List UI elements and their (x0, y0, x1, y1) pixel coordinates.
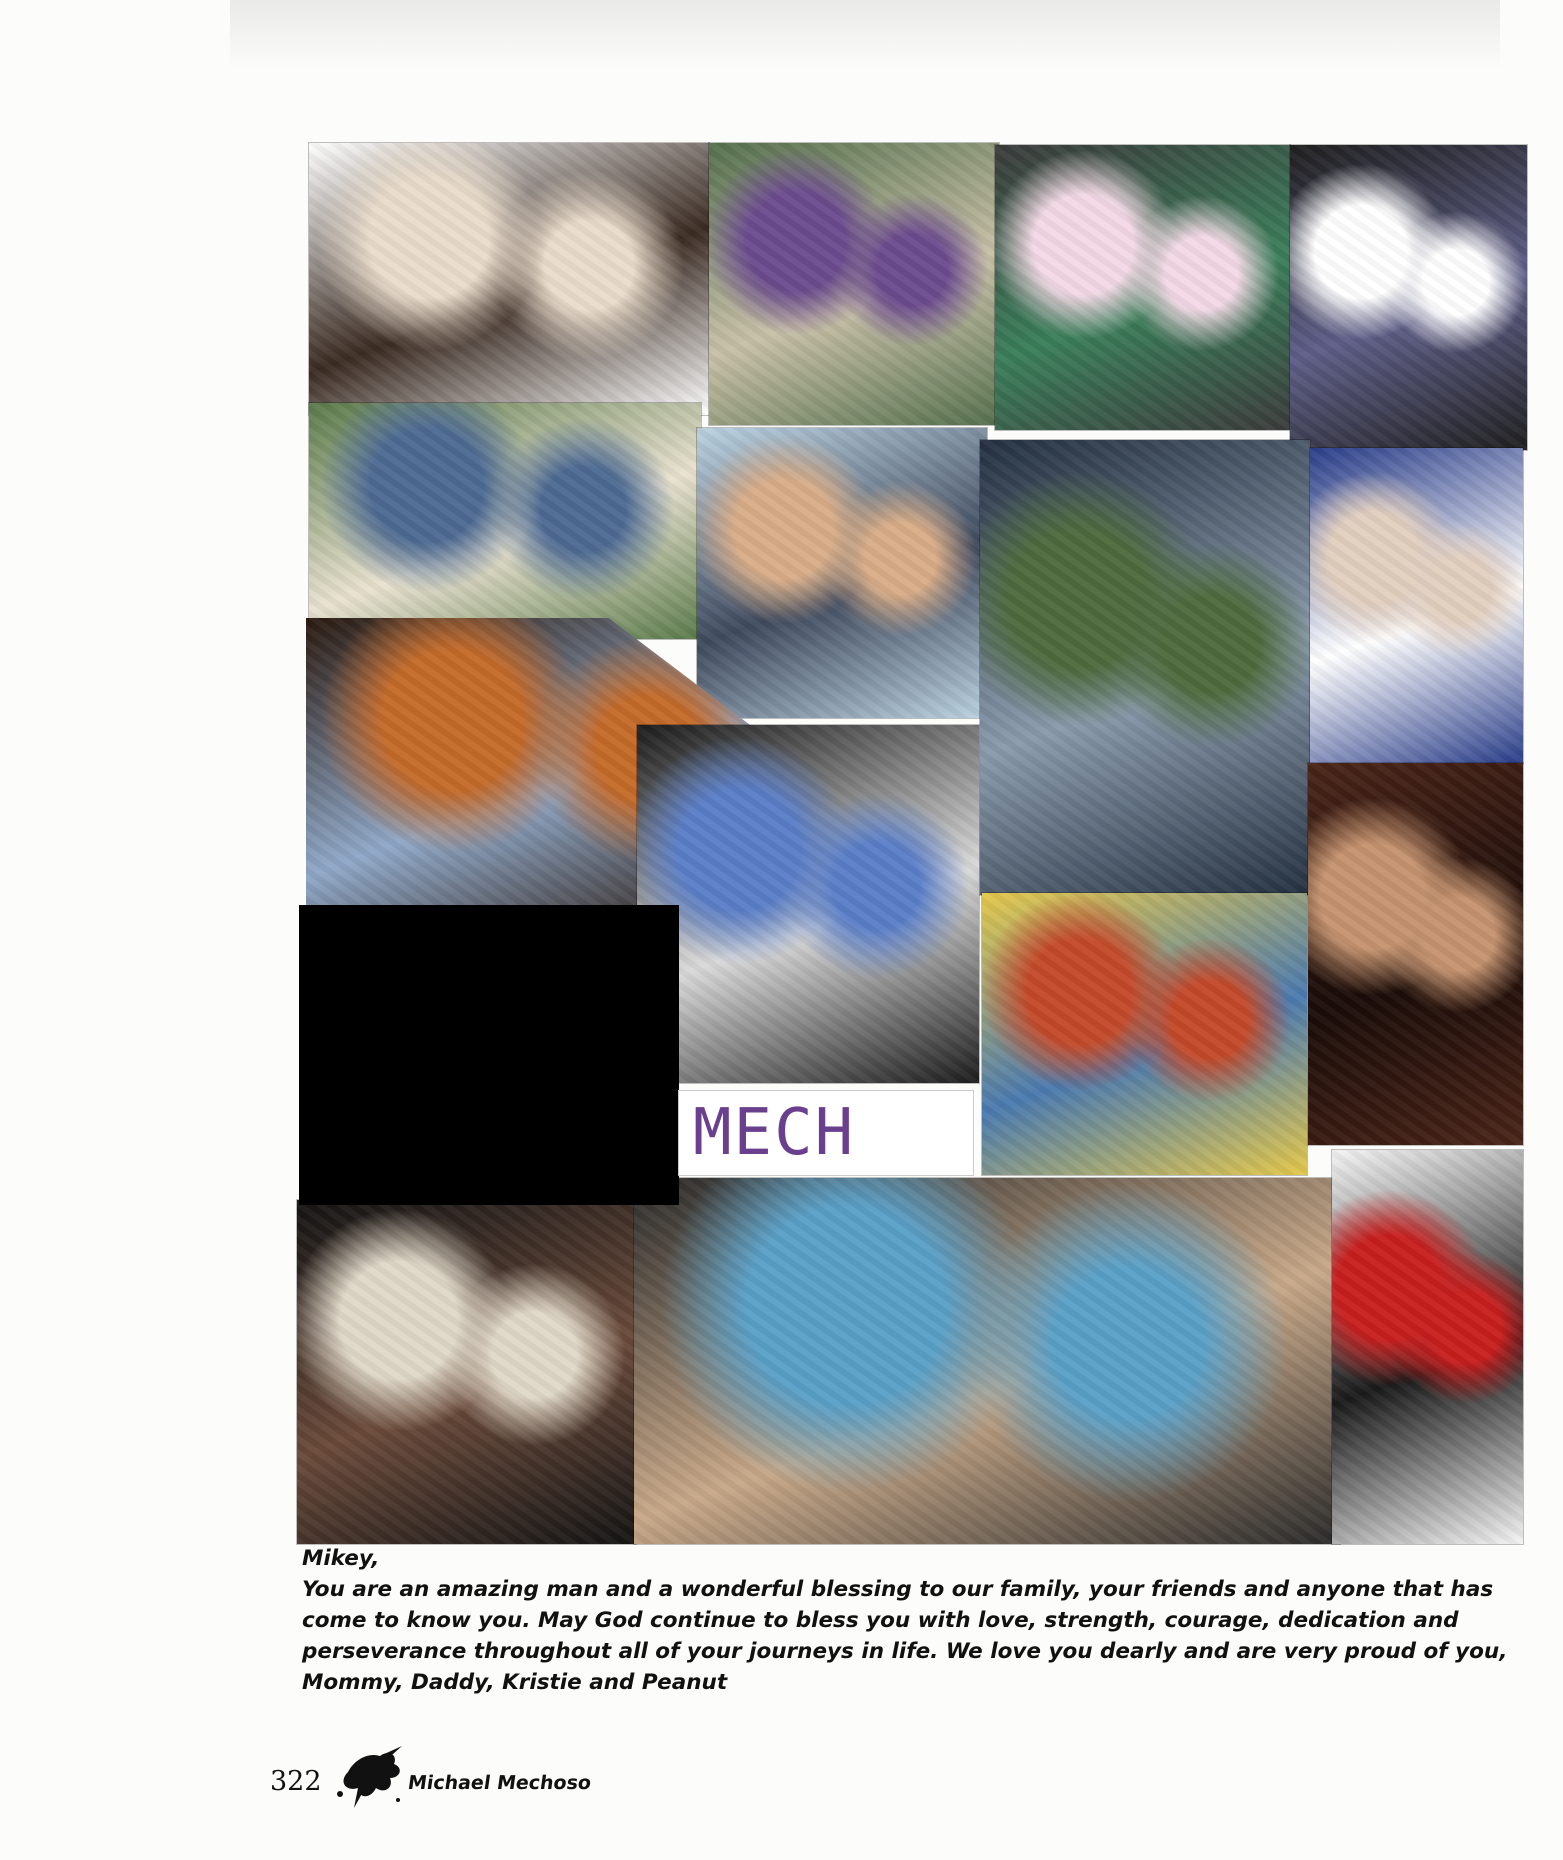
photo-party-crowd (634, 1178, 1340, 1544)
photo-two-boys-hat (1290, 145, 1527, 450)
photo-portrait-striped-shirt (1308, 763, 1523, 1145)
ink-splat-icon (328, 1742, 408, 1812)
photo-boy-backpack (1332, 1150, 1523, 1544)
page-number: 322 (270, 1766, 322, 1797)
message-block (302, 1543, 1512, 1698)
photo-suits-group (297, 1200, 636, 1544)
message-greeting: Mikey, (302, 1546, 380, 1571)
photo-three-friends-tree (309, 403, 701, 639)
photo-boys-uniform-selfie (309, 143, 709, 415)
photo-rafting (982, 893, 1307, 1175)
caption-text: MECH (693, 1096, 856, 1170)
redacted-block (299, 905, 679, 1205)
photo-couch-friends (637, 725, 979, 1083)
photo-graduation-cap (1310, 448, 1523, 763)
student-name: Michael Mechoso (406, 1772, 593, 1794)
message-body: You are an amazing man and a wonderful blessing to our family, your friends and anyone that has come to know you. May God continue to bless you with love, strength, courage, dedication and perseverance throughout all of your journeys in life. We love you dearly and are very proud of you, Mommy, Daddy, Kristie and Peanut (302, 1577, 1508, 1695)
page-footer (270, 1742, 670, 1812)
photo-lacrosse-player (980, 440, 1310, 895)
photo-family-group (995, 145, 1290, 430)
collage-caption (678, 1090, 974, 1176)
photo-beach-three-boys (697, 428, 987, 718)
scan-artifact (230, 0, 1500, 70)
photo-friends-laughing (709, 143, 999, 425)
